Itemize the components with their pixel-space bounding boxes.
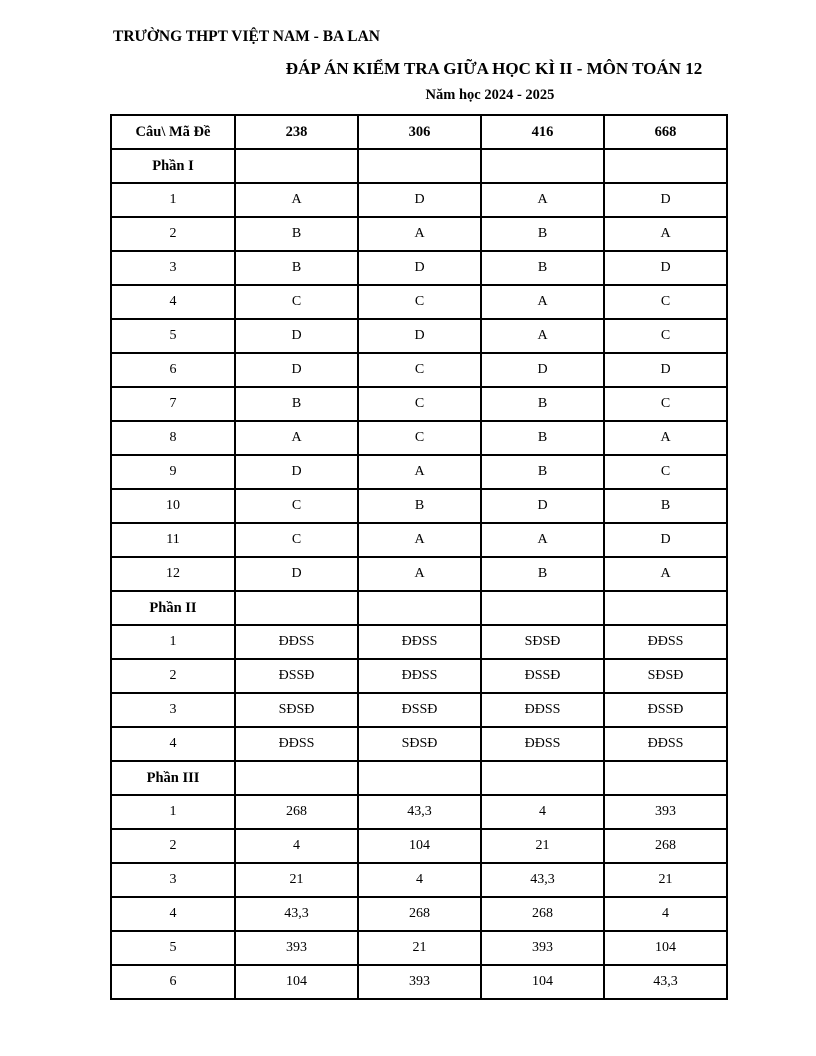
answer-row [111, 693, 727, 727]
column-header-code-238: 238 [235, 115, 358, 149]
empty-cell [481, 761, 604, 795]
answer-cell: A [481, 319, 604, 353]
answer-cell: B [235, 251, 358, 285]
answer-cell: 393 [481, 931, 604, 965]
answer-cell: 43,3 [481, 863, 604, 897]
empty-cell [235, 149, 358, 183]
question-number-cell: 4 [111, 897, 235, 931]
answer-cell: D [604, 183, 727, 217]
table-header [111, 115, 727, 149]
question-number-cell: 3 [111, 693, 235, 727]
empty-cell [358, 761, 481, 795]
answer-cell: B [481, 217, 604, 251]
answer-cell: 104 [481, 965, 604, 999]
empty-cell [235, 761, 358, 795]
answer-cell: A [358, 523, 481, 557]
answer-cell: C [235, 523, 358, 557]
answer-row [111, 965, 727, 999]
answer-cell: SĐSĐ [481, 625, 604, 659]
answer-row [111, 557, 727, 591]
empty-cell [604, 149, 727, 183]
answer-row [111, 489, 727, 523]
section-row [111, 149, 727, 183]
answer-cell: B [235, 217, 358, 251]
answer-cell: SĐSĐ [358, 727, 481, 761]
question-number-cell: 4 [111, 285, 235, 319]
answer-cell: C [604, 455, 727, 489]
answer-cell: D [604, 523, 727, 557]
answer-cell: ĐĐSS [235, 727, 358, 761]
section-row [111, 591, 727, 625]
answer-cell: B [604, 489, 727, 523]
answer-row [111, 387, 727, 421]
empty-cell [604, 591, 727, 625]
column-header-question: Câu\ Mã Đề [111, 115, 235, 149]
answer-cell: B [481, 251, 604, 285]
answer-cell: B [481, 387, 604, 421]
answer-key-table [110, 114, 728, 1000]
question-number-cell: 9 [111, 455, 235, 489]
answer-cell: 43,3 [604, 965, 727, 999]
answer-cell: C [358, 421, 481, 455]
question-number-cell: 7 [111, 387, 235, 421]
empty-cell [481, 149, 604, 183]
answer-cell: 4 [358, 863, 481, 897]
section-label: Phần I [111, 149, 235, 183]
question-number-cell: 1 [111, 625, 235, 659]
column-header-code-416: 416 [481, 115, 604, 149]
answer-cell: D [358, 251, 481, 285]
answer-row [111, 421, 727, 455]
empty-cell [358, 149, 481, 183]
answer-cell: ĐĐSS [358, 625, 481, 659]
answer-cell: 268 [604, 829, 727, 863]
answer-cell: C [604, 285, 727, 319]
empty-cell [604, 761, 727, 795]
answer-cell: D [358, 183, 481, 217]
answer-row [111, 795, 727, 829]
answer-cell: ĐSSĐ [358, 693, 481, 727]
empty-cell [358, 591, 481, 625]
question-number-cell: 3 [111, 251, 235, 285]
table-body [111, 149, 727, 999]
answer-cell: ĐĐSS [235, 625, 358, 659]
empty-cell [481, 591, 604, 625]
question-number-cell: 3 [111, 863, 235, 897]
answer-cell: 393 [235, 931, 358, 965]
answer-cell: 43,3 [358, 795, 481, 829]
answer-row [111, 829, 727, 863]
answer-cell: 268 [481, 897, 604, 931]
section-label: Phần III [111, 761, 235, 795]
answer-cell: 43,3 [235, 897, 358, 931]
section-row [111, 761, 727, 795]
question-number-cell: 10 [111, 489, 235, 523]
answer-cell: ĐĐSS [358, 659, 481, 693]
answer-cell: A [481, 523, 604, 557]
school-name: TRƯỜNG THPT VIỆT NAM - BA LAN [113, 28, 380, 45]
question-number-cell: 1 [111, 183, 235, 217]
answer-cell: C [235, 489, 358, 523]
answer-cell: ĐSSĐ [235, 659, 358, 693]
question-number-cell: 11 [111, 523, 235, 557]
answer-cell: A [358, 557, 481, 591]
answer-cell: 4 [604, 897, 727, 931]
answer-row [111, 285, 727, 319]
answer-cell: D [481, 489, 604, 523]
answer-cell: ĐSSĐ [604, 693, 727, 727]
answer-cell: A [604, 557, 727, 591]
question-number-cell: 5 [111, 319, 235, 353]
answer-cell: A [235, 183, 358, 217]
answer-cell: D [358, 319, 481, 353]
answer-cell: 21 [604, 863, 727, 897]
answer-cell: D [235, 353, 358, 387]
answer-row [111, 523, 727, 557]
page-title: ĐÁP ÁN KIỂM TRA GIỮA HỌC KÌ II - MÔN TOÁN 12 [285, 59, 703, 78]
answer-cell: C [358, 387, 481, 421]
answer-cell: ĐSSĐ [481, 659, 604, 693]
answer-cell: ĐĐSS [604, 625, 727, 659]
answer-row [111, 659, 727, 693]
answer-row [111, 353, 727, 387]
answer-row [111, 931, 727, 965]
answer-cell: A [604, 421, 727, 455]
answer-cell: ĐĐSS [481, 693, 604, 727]
answer-cell: D [481, 353, 604, 387]
answer-cell: 4 [481, 795, 604, 829]
answer-row [111, 727, 727, 761]
question-number-cell: 2 [111, 217, 235, 251]
answer-cell: D [235, 319, 358, 353]
answer-cell: C [235, 285, 358, 319]
question-number-cell: 2 [111, 659, 235, 693]
answer-cell: 104 [235, 965, 358, 999]
answer-cell: C [358, 285, 481, 319]
header-row [111, 115, 727, 149]
answer-cell: C [358, 353, 481, 387]
answer-row [111, 625, 727, 659]
school-year: Năm học 2024 - 2025 [425, 87, 555, 103]
answer-cell: 4 [235, 829, 358, 863]
answer-cell: 104 [604, 931, 727, 965]
answer-row [111, 251, 727, 285]
answer-row [111, 217, 727, 251]
answer-cell: B [481, 557, 604, 591]
question-number-cell: 8 [111, 421, 235, 455]
answer-cell: A [235, 421, 358, 455]
answer-cell: 393 [604, 795, 727, 829]
answer-cell: D [235, 455, 358, 489]
answer-cell: A [358, 217, 481, 251]
answer-cell: B [358, 489, 481, 523]
answer-row [111, 319, 727, 353]
column-header-code-668: 668 [604, 115, 727, 149]
answer-cell: B [235, 387, 358, 421]
answer-cell: A [358, 455, 481, 489]
answer-cell: A [481, 183, 604, 217]
question-number-cell: 2 [111, 829, 235, 863]
answer-cell: ĐĐSS [481, 727, 604, 761]
answer-cell: 393 [358, 965, 481, 999]
section-label: Phần II [111, 591, 235, 625]
answer-cell: C [604, 387, 727, 421]
answer-row [111, 863, 727, 897]
answer-cell: 104 [358, 829, 481, 863]
answer-row [111, 183, 727, 217]
answer-cell: 21 [481, 829, 604, 863]
question-number-cell: 6 [111, 353, 235, 387]
answer-cell: D [604, 251, 727, 285]
question-number-cell: 1 [111, 795, 235, 829]
answer-row [111, 455, 727, 489]
empty-cell [235, 591, 358, 625]
question-number-cell: 12 [111, 557, 235, 591]
answer-cell: SĐSĐ [235, 693, 358, 727]
answer-cell: A [481, 285, 604, 319]
answer-cell: B [481, 421, 604, 455]
answer-cell: SĐSĐ [604, 659, 727, 693]
answer-cell: 268 [235, 795, 358, 829]
answer-row [111, 897, 727, 931]
column-header-code-306: 306 [358, 115, 481, 149]
answer-cell: 268 [358, 897, 481, 931]
answer-cell: A [604, 217, 727, 251]
answer-cell: C [604, 319, 727, 353]
answer-cell: ĐĐSS [604, 727, 727, 761]
answer-cell: B [481, 455, 604, 489]
question-number-cell: 6 [111, 965, 235, 999]
answer-cell: 21 [235, 863, 358, 897]
answer-cell: D [604, 353, 727, 387]
answer-cell: D [235, 557, 358, 591]
question-number-cell: 4 [111, 727, 235, 761]
answer-cell: 21 [358, 931, 481, 965]
question-number-cell: 5 [111, 931, 235, 965]
